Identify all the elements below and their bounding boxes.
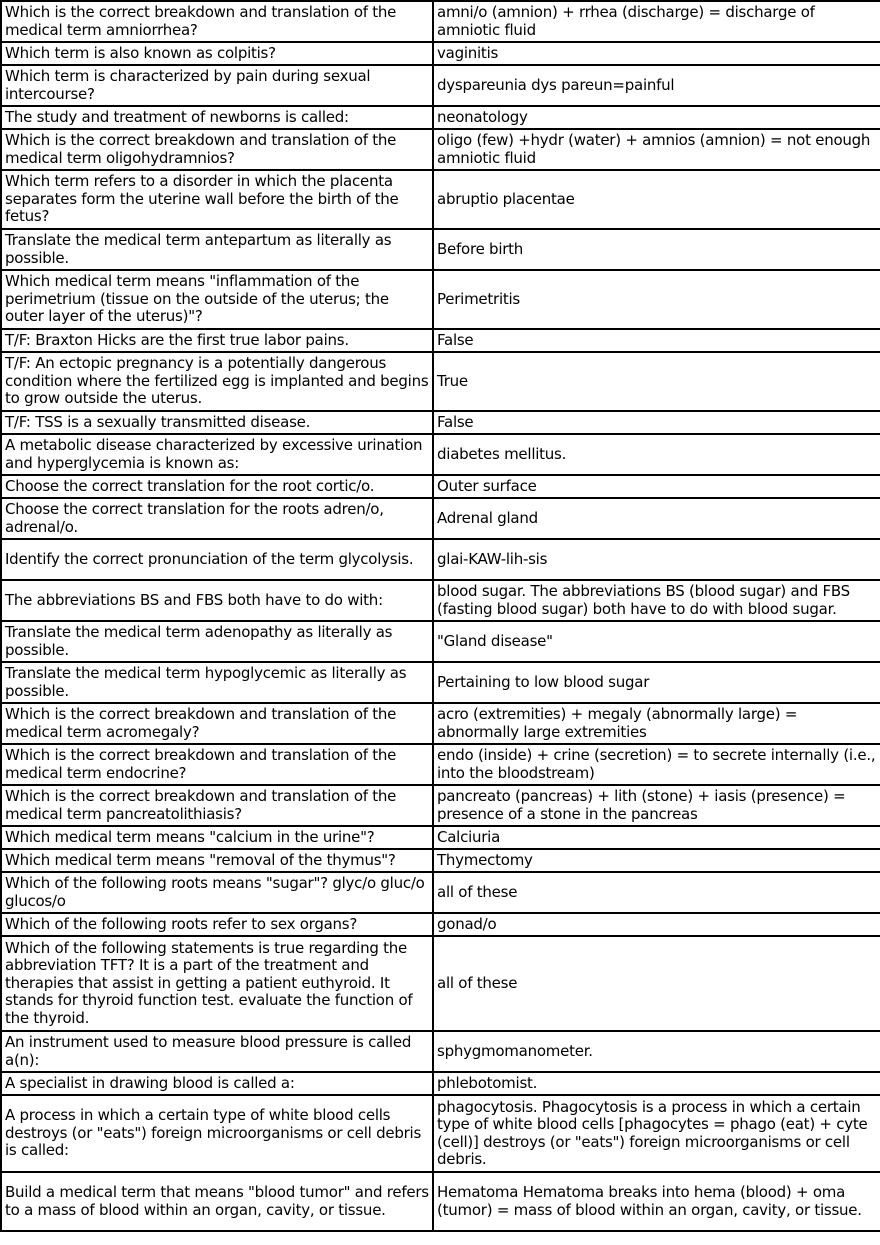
flashcard-row <box>1 913 880 936</box>
flashcard-definition: Pertaining to low blood sugar <box>433 662 880 703</box>
flashcard-term: Choose the correct translation for the root cortic/o. <box>1 475 433 498</box>
flashcard-term: Which medical term means "inflammation of the perimetrium (tissue on the outside of the uterus; the outer layer of the uterus)"? <box>1 270 433 329</box>
flashcard-row <box>1 621 880 662</box>
flashcard-term: A metabolic disease characterized by excessive urination and hyperglycemia is known as: <box>1 434 433 475</box>
flashcard-definition: Adrenal gland <box>433 498 880 539</box>
flashcard-term: Identify the correct pronunciation of the term glycolysis. <box>1 539 433 580</box>
flashcard-row <box>1 270 880 329</box>
flashcard-row <box>1 1031 880 1072</box>
flashcard-definition: neonatology <box>433 106 880 129</box>
flashcard-definition: abruptio placentae <box>433 170 880 229</box>
flashcard-row <box>1 434 880 475</box>
flashcard-definition: False <box>433 329 880 352</box>
flashcard-term: Which of the following roots means "sugar"? glyc/o gluc/o glucos/o <box>1 872 433 913</box>
flashcard-row <box>1 129 880 170</box>
flashcard-definition: dyspareunia dys pareun=painful <box>433 65 880 106</box>
flashcard-term: Which is the correct breakdown and translation of the medical term endocrine? <box>1 744 433 785</box>
flashcard-term: Which term is also known as colpitis? <box>1 42 433 65</box>
flashcard-definition: Perimetritis <box>433 270 880 329</box>
flashcard-term: Which medical term means "removal of the thymus"? <box>1 849 433 872</box>
flashcard-row <box>1 498 880 539</box>
flashcard-row <box>1 1072 880 1095</box>
flashcard-definition: False <box>433 411 880 434</box>
flashcard-row <box>1 65 880 106</box>
flashcard-term: The abbreviations BS and FBS both have to do with: <box>1 580 433 621</box>
flashcard-definition: Outer surface <box>433 475 880 498</box>
flashcard-row <box>1 785 880 826</box>
flashcard-row <box>1 826 880 849</box>
flashcard-term: Which of the following roots refer to sex organs? <box>1 913 433 936</box>
flashcard-definition: sphygmomanometer. <box>433 1031 880 1072</box>
flashcard-definition: glai-KAW-lih-sis <box>433 539 880 580</box>
flashcard-term: An instrument used to measure blood pressure is called a(n): <box>1 1031 433 1072</box>
flashcard-row <box>1 662 880 703</box>
flashcard-row <box>1 106 880 129</box>
flashcard-row <box>1 744 880 785</box>
flashcard-term: T/F: TSS is a sexually transmitted disease. <box>1 411 433 434</box>
flashcard-term: Which is the correct breakdown and translation of the medical term pancreatolithiasis? <box>1 785 433 826</box>
flashcard-definition: all of these <box>433 872 880 913</box>
flashcard-term: Translate the medical term adenopathy as literally as possible. <box>1 621 433 662</box>
flashcard-term: Which term is characterized by pain during sexual intercourse? <box>1 65 433 106</box>
flashcard-row <box>1 936 880 1031</box>
flashcard-term: Choose the correct translation for the roots adren/o, adrenal/o. <box>1 498 433 539</box>
flashcard-definition: all of these <box>433 936 880 1031</box>
flashcard-term: Which medical term means "calcium in the urine"? <box>1 826 433 849</box>
flashcard-term: Translate the medical term hypoglycemic as literally as possible. <box>1 662 433 703</box>
flashcard-term: Which of the following statements is true regarding the abbreviation TFT? It is a part of the treatment and therapies that assist in getting a patient euthyroid. It stands for thyroid function test. evaluate the function of the thyroid. <box>1 936 433 1031</box>
flashcard-definition: acro (extremities) + megaly (abnormally large) = abnormally large extremities <box>433 703 880 744</box>
flashcard-definition: endo (inside) + crine (secretion) = to secrete internally (i.e., into the bloodstream) <box>433 744 880 785</box>
flashcard-row <box>1 580 880 621</box>
flashcard-definition: phagocytosis. Phagocytosis is a process in which a certain type of white blood cells [phagocytes = phago (eat) + cyte (cell)] destroys (or "eats") foreign microorganisms or cell debris. <box>433 1095 880 1172</box>
flashcard-row <box>1 170 880 229</box>
flashcard-definition: phlebotomist. <box>433 1072 880 1095</box>
flashcard-definition: Calciuria <box>433 826 880 849</box>
flashcard-definition: True <box>433 352 880 411</box>
flashcard-term: Which term refers to a disorder in which the placenta separates form the uterine wall before the birth of the fetus? <box>1 170 433 229</box>
flashcard-table-body <box>1 1 880 1231</box>
flashcard-term: Which is the correct breakdown and translation of the medical term amniorrhea? <box>1 1 433 42</box>
flashcard-row <box>1 352 880 411</box>
flashcard-row <box>1 229 880 270</box>
flashcard-row <box>1 1 880 42</box>
flashcard-row <box>1 329 880 352</box>
flashcard-row <box>1 703 880 744</box>
flashcard-definition: diabetes mellitus. <box>433 434 880 475</box>
flashcard-term: Translate the medical term antepartum as literally as possible. <box>1 229 433 270</box>
flashcard-definition: gonad/o <box>433 913 880 936</box>
flashcard-term: The study and treatment of newborns is called: <box>1 106 433 129</box>
flashcard-definition: vaginitis <box>433 42 880 65</box>
flashcard-row <box>1 849 880 872</box>
flashcard-definition: Hematoma Hematoma breaks into hema (blood) + oma (tumor) = mass of blood within an organ, cavity, or tissue. <box>433 1172 880 1231</box>
flashcard-term: Build a medical term that means "blood tumor" and refers to a mass of blood within an organ, cavity, or tissue. <box>1 1172 433 1231</box>
flashcard-row <box>1 411 880 434</box>
flashcard-term: Which is the correct breakdown and translation of the medical term acromegaly? <box>1 703 433 744</box>
flashcard-definition: blood sugar. The abbreviations BS (blood sugar) and FBS (fasting blood sugar) both have to do with blood sugar. <box>433 580 880 621</box>
flashcard-row <box>1 475 880 498</box>
flashcard-definition: Before birth <box>433 229 880 270</box>
flashcard-row <box>1 42 880 65</box>
flashcard-definition: pancreato (pancreas) + lith (stone) + iasis (presence) = presence of a stone in the pancreas <box>433 785 880 826</box>
flashcard-definition: Thymectomy <box>433 849 880 872</box>
flashcard-definition: "Gland disease" <box>433 621 880 662</box>
flashcard-term: A process in which a certain type of white blood cells destroys (or "eats") foreign microorganisms or cell debris is called: <box>1 1095 433 1172</box>
flashcard-row <box>1 1095 880 1172</box>
flashcard-row <box>1 539 880 580</box>
flashcard-row <box>1 872 880 913</box>
flashcard-term: T/F: Braxton Hicks are the first true labor pains. <box>1 329 433 352</box>
flashcard-term: A specialist in drawing blood is called a: <box>1 1072 433 1095</box>
flashcard-definition: amni/o (amnion) + rrhea (discharge) = discharge of amniotic fluid <box>433 1 880 42</box>
flashcard-definition: oligo (few) +hydr (water) + amnios (amnion) = not enough amniotic fluid <box>433 129 880 170</box>
flashcard-term: T/F: An ectopic pregnancy is a potentially dangerous condition where the fertilized egg is implanted and begins to grow outside the uterus. <box>1 352 433 411</box>
flashcard-row <box>1 1172 880 1231</box>
flashcard-term: Which is the correct breakdown and translation of the medical term oligohydramnios? <box>1 129 433 170</box>
